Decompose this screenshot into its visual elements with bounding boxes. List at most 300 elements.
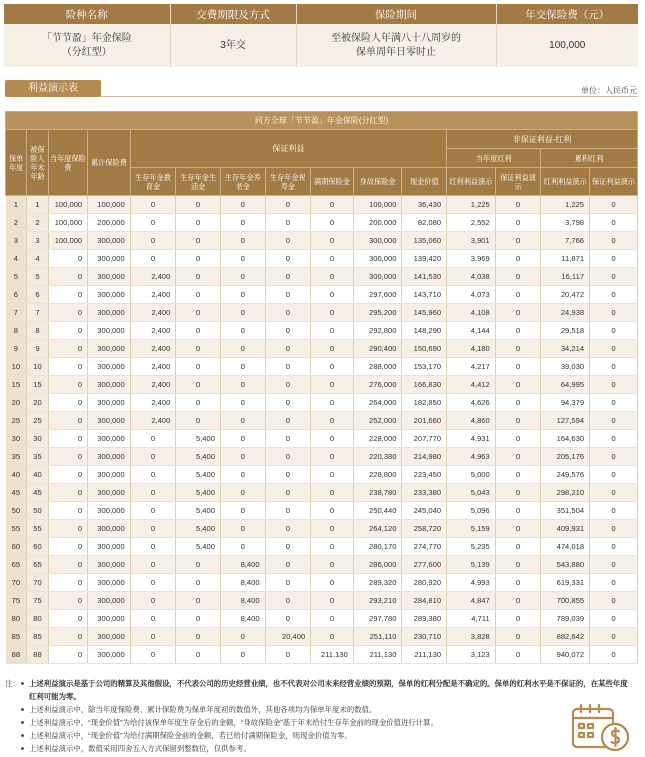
cell-cumulative-premium: 300,000 (88, 250, 131, 268)
cell-cumulative-dividend: 474,018 (541, 538, 590, 556)
cell-living: 5,400 (176, 538, 221, 556)
cell-longevity: 0 (265, 250, 311, 268)
cell-current-dividend: 4,963 (447, 448, 496, 466)
cell-cumulative-premium: 300,000 (88, 430, 131, 448)
cell-death-benefit: 200,000 (353, 214, 402, 232)
cell-cash-value: 153,170 (402, 358, 447, 376)
cell-education: 0 (130, 232, 176, 250)
cell-cumulative-guaranteed: 0 (590, 610, 638, 628)
cell-policy-year: 80 (6, 610, 27, 628)
cell-annual-premium: 0 (48, 466, 88, 484)
col-header-cash-value: 现金价值 (402, 168, 447, 196)
cell-insured-age: 75 (27, 592, 48, 610)
table-row (6, 376, 638, 394)
cell-longevity: 0 (265, 610, 311, 628)
table-row (6, 538, 638, 556)
cell-current-guaranteed: 0 (495, 196, 541, 214)
cell-policy-year: 60 (6, 538, 27, 556)
cell-longevity: 0 (265, 520, 311, 538)
cell-living: 0 (176, 574, 221, 592)
cell-education: 2,400 (130, 394, 176, 412)
cell-current-dividend: 5,235 (447, 538, 496, 556)
cell-policy-year: 4 (6, 250, 27, 268)
product-premium-cell: 100,000 (496, 24, 638, 67)
cell-pension: 0 (220, 232, 265, 250)
cell-longevity: 0 (265, 358, 311, 376)
cell-current-dividend: 4,180 (447, 340, 496, 358)
cell-cumulative-dividend: 24,938 (541, 304, 590, 322)
cell-insured-age: 50 (27, 502, 48, 520)
cell-policy-year: 1 (6, 196, 27, 214)
group-header-nonguaranteed: 非保证利益-红利 (447, 130, 638, 149)
cell-living: 0 (176, 214, 221, 232)
cell-cumulative-dividend: 543,880 (541, 556, 590, 574)
cell-cumulative-guaranteed: 0 (590, 430, 638, 448)
cell-insured-age: 65 (27, 556, 48, 574)
cell-cumulative-guaranteed: 0 (590, 358, 638, 376)
cell-longevity: 0 (265, 286, 311, 304)
cell-maturity: 0 (311, 574, 354, 592)
note-item: 上述利益演示中，“现金价值”为给付该保单年度生存金后的金额，“身故保险金”基于年末给付生存年金前的现金价值进行计算。 (21, 716, 561, 729)
cell-current-guaranteed: 0 (495, 628, 541, 646)
cell-insured-age: 8 (27, 322, 48, 340)
cell-annual-premium: 0 (48, 574, 88, 592)
cell-education: 2,400 (130, 358, 176, 376)
cell-cash-value: 135,060 (402, 232, 447, 250)
cell-cash-value: 166,830 (402, 376, 447, 394)
cell-longevity: 0 (265, 322, 311, 340)
table-row (6, 250, 638, 268)
table-row (6, 394, 638, 412)
table-row (6, 646, 638, 664)
cell-cash-value: 223,450 (402, 466, 447, 484)
cell-cumulative-premium: 300,000 (88, 574, 131, 592)
notes-list (5, 677, 635, 755)
cell-longevity: 0 (265, 430, 311, 448)
cell-annual-premium: 0 (48, 250, 88, 268)
cell-cash-value: 139,420 (402, 250, 447, 268)
cell-insured-age: 55 (27, 520, 48, 538)
col-header-cumulative-dividend: 红利利益演示 (541, 168, 590, 196)
cell-current-dividend: 2,552 (447, 214, 496, 232)
cell-current-guaranteed: 0 (495, 430, 541, 448)
cell-annual-premium: 0 (48, 646, 88, 664)
product-header-premium: 年交保险费（元） (496, 4, 638, 24)
cell-cumulative-guaranteed: 0 (590, 448, 638, 466)
cell-cumulative-premium: 300,000 (88, 268, 131, 286)
cell-death-benefit: 290,400 (353, 340, 402, 358)
col-header-current-dividend: 红利利益演示 (447, 168, 496, 196)
cell-pension: 0 (220, 394, 265, 412)
cell-insured-age: 80 (27, 610, 48, 628)
cell-cumulative-premium: 300,000 (88, 232, 131, 250)
cell-cumulative-dividend: 882,642 (541, 628, 590, 646)
cell-insured-age: 35 (27, 448, 48, 466)
note-item: 上述利益演示中，数值采用四舍五入方式保留到整数位，仅供参考。 (21, 742, 561, 755)
cell-annual-premium: 0 (48, 286, 88, 304)
cell-cash-value: 207,770 (402, 430, 447, 448)
cell-current-guaranteed: 0 (495, 646, 541, 664)
cell-cumulative-premium: 300,000 (88, 286, 131, 304)
cell-longevity: 0 (265, 556, 311, 574)
cell-living: 0 (176, 250, 221, 268)
cell-annual-premium: 0 (48, 484, 88, 502)
cell-cumulative-premium: 300,000 (88, 358, 131, 376)
cell-annual-premium: 0 (48, 322, 88, 340)
cell-insured-age: 45 (27, 484, 48, 502)
cell-cumulative-guaranteed: 0 (590, 412, 638, 430)
group-header-row (6, 130, 638, 149)
col-header-current-guaranteed: 保证利益演示 (495, 168, 541, 196)
cell-cumulative-premium: 300,000 (88, 304, 131, 322)
cell-death-benefit: 100,000 (353, 196, 402, 214)
cell-pension: 0 (220, 430, 265, 448)
cell-policy-year: 3 (6, 232, 27, 250)
cell-cumulative-premium: 200,000 (88, 214, 131, 232)
cell-annual-premium: 100,000 (48, 232, 88, 250)
cell-policy-year: 9 (6, 340, 27, 358)
cell-longevity: 0 (265, 214, 311, 232)
cell-current-dividend: 4,038 (447, 268, 496, 286)
cell-cash-value: 82,080 (402, 214, 447, 232)
table-row (6, 232, 638, 250)
cell-living: 5,400 (176, 466, 221, 484)
cell-insured-age: 30 (27, 430, 48, 448)
cell-cumulative-premium: 300,000 (88, 376, 131, 394)
cell-cumulative-dividend: 789,039 (541, 610, 590, 628)
cell-living: 0 (176, 304, 221, 322)
cell-living: 0 (176, 340, 221, 358)
cell-education: 0 (130, 610, 176, 628)
cell-death-benefit: 252,000 (353, 412, 402, 430)
cell-living: 0 (176, 322, 221, 340)
cell-longevity: 0 (265, 466, 311, 484)
cell-cumulative-dividend: 11,871 (541, 250, 590, 268)
cell-current-dividend: 4,217 (447, 358, 496, 376)
cell-cash-value: 150,690 (402, 340, 447, 358)
col-header-longevity: 生存年金祝寿金 (265, 168, 311, 196)
cell-cumulative-premium: 300,000 (88, 466, 131, 484)
cell-maturity: 0 (311, 322, 354, 340)
cell-pension: 0 (220, 520, 265, 538)
cell-current-guaranteed: 0 (495, 520, 541, 538)
cell-policy-year: 6 (6, 286, 27, 304)
cell-current-dividend: 4,412 (447, 376, 496, 394)
table-row (6, 304, 638, 322)
cell-cumulative-guaranteed: 0 (590, 502, 638, 520)
col-header-living: 生存年金生活金 (176, 168, 221, 196)
col-header-maturity: 满期保险金 (311, 168, 354, 196)
cell-cumulative-dividend: 3,798 (541, 214, 590, 232)
cell-pension: 0 (220, 286, 265, 304)
cell-maturity: 0 (311, 520, 354, 538)
cell-cumulative-dividend: 29,518 (541, 322, 590, 340)
cell-education: 0 (130, 484, 176, 502)
cell-pension: 8,400 (220, 610, 265, 628)
cell-pension: 0 (220, 214, 265, 232)
cell-education: 0 (130, 592, 176, 610)
cell-current-guaranteed: 0 (495, 268, 541, 286)
cell-current-dividend: 4,931 (447, 430, 496, 448)
cell-cumulative-dividend: 127,594 (541, 412, 590, 430)
cell-death-benefit: 300,000 (353, 250, 402, 268)
group-header-guaranteed: 保证利益 (130, 130, 446, 168)
product-summary-table (4, 4, 638, 67)
cell-pension: 0 (220, 448, 265, 466)
cell-pension: 0 (220, 646, 265, 664)
col-header-death-benefit: 身故保险金 (353, 168, 402, 196)
cell-education: 0 (130, 466, 176, 484)
cell-cumulative-guaranteed: 0 (590, 340, 638, 358)
col-header-cumulative-premium: 累计保险费 (88, 130, 131, 196)
table-row (6, 592, 638, 610)
cell-annual-premium: 0 (48, 502, 88, 520)
cell-maturity: 0 (311, 340, 354, 358)
product-header-row (4, 4, 638, 24)
cell-death-benefit: 220,380 (353, 448, 402, 466)
cell-current-guaranteed: 0 (495, 610, 541, 628)
cell-current-guaranteed: 0 (495, 376, 541, 394)
cell-policy-year: 65 (6, 556, 27, 574)
cell-pension: 0 (220, 628, 265, 646)
cell-current-guaranteed: 0 (495, 250, 541, 268)
cell-insured-age: 25 (27, 412, 48, 430)
cell-pension: 8,400 (220, 574, 265, 592)
cell-living: 0 (176, 628, 221, 646)
cell-maturity: 0 (311, 484, 354, 502)
cell-current-dividend: 4,847 (447, 592, 496, 610)
cell-insured-age: 70 (27, 574, 48, 592)
table-row (6, 502, 638, 520)
cell-pension: 0 (220, 502, 265, 520)
cell-current-guaranteed: 0 (495, 286, 541, 304)
cell-pension: 0 (220, 376, 265, 394)
cell-living: 0 (176, 358, 221, 376)
cell-annual-premium: 100,000 (48, 214, 88, 232)
cell-maturity: 0 (311, 304, 354, 322)
product-period-line1: 至被保险人年满八十八周岁的 (331, 32, 461, 44)
table-title-row (6, 112, 638, 130)
cell-policy-year: 88 (6, 646, 27, 664)
cell-pension: 0 (220, 340, 265, 358)
cell-cash-value: 280,920 (402, 574, 447, 592)
cell-education: 0 (130, 574, 176, 592)
cell-death-benefit: 300,000 (353, 268, 402, 286)
cell-cumulative-dividend: 34,214 (541, 340, 590, 358)
cell-pension: 0 (220, 358, 265, 376)
cell-cumulative-dividend: 64,995 (541, 376, 590, 394)
cell-maturity: 0 (311, 466, 354, 484)
cell-current-dividend: 4,108 (447, 304, 496, 322)
cell-current-dividend: 5,159 (447, 520, 496, 538)
cell-pension: 0 (220, 484, 265, 502)
cell-death-benefit: 297,600 (353, 286, 402, 304)
note-item: 上述利益演示中，“现金价值”为给付满期保险金前的金额，若已给付满期保险金，则现金价值为零。 (21, 729, 561, 742)
cell-cumulative-premium: 300,000 (88, 448, 131, 466)
cell-death-benefit: 297,780 (353, 610, 402, 628)
table-row (6, 340, 638, 358)
cell-maturity: 0 (311, 232, 354, 250)
cell-maturity: 0 (311, 430, 354, 448)
cell-insured-age: 7 (27, 304, 48, 322)
cell-policy-year: 8 (6, 322, 27, 340)
cell-longevity: 0 (265, 304, 311, 322)
cell-insured-age: 1 (27, 196, 48, 214)
cell-insured-age: 6 (27, 286, 48, 304)
cell-current-guaranteed: 0 (495, 232, 541, 250)
cell-current-guaranteed: 0 (495, 322, 541, 340)
cell-longevity: 20,400 (265, 628, 311, 646)
cell-education: 2,400 (130, 340, 176, 358)
cell-longevity: 0 (265, 340, 311, 358)
table-row (6, 520, 638, 538)
cell-current-guaranteed: 0 (495, 484, 541, 502)
cell-cumulative-guaranteed: 0 (590, 520, 638, 538)
cell-longevity: 0 (265, 538, 311, 556)
table-row (6, 268, 638, 286)
cell-living: 0 (176, 592, 221, 610)
cell-cumulative-dividend: 351,504 (541, 502, 590, 520)
table-title: 同方全球「节节盈」年金保险(分红型) (6, 112, 638, 130)
cell-current-dividend: 3,828 (447, 628, 496, 646)
cell-cumulative-guaranteed: 0 (590, 592, 638, 610)
cell-cash-value: 289,380 (402, 610, 447, 628)
cell-cash-value: 145,960 (402, 304, 447, 322)
cell-maturity: 0 (311, 268, 354, 286)
cell-current-guaranteed: 0 (495, 304, 541, 322)
cell-annual-premium: 0 (48, 268, 88, 286)
cell-living: 0 (176, 610, 221, 628)
cell-maturity: 0 (311, 628, 354, 646)
cell-cumulative-dividend: 298,210 (541, 484, 590, 502)
cell-insured-age: 5 (27, 268, 48, 286)
cell-pension: 0 (220, 196, 265, 214)
table-row (6, 466, 638, 484)
note-item: 上述利益演示中，除当年度保险费、累计保险费为保单年度初的数值外，其他各项均为保单年度末的数值。 (21, 703, 561, 716)
cell-cumulative-guaranteed: 0 (590, 394, 638, 412)
illustration-body (6, 196, 638, 664)
section-title: 利益演示表 (5, 80, 101, 97)
cell-cumulative-dividend: 164,630 (541, 430, 590, 448)
cell-policy-year: 7 (6, 304, 27, 322)
cell-cumulative-guaranteed: 0 (590, 304, 638, 322)
cell-cash-value: 258,720 (402, 520, 447, 538)
cell-current-dividend: 3,123 (447, 646, 496, 664)
cell-cash-value: 143,710 (402, 286, 447, 304)
cell-cash-value: 182,850 (402, 394, 447, 412)
cell-current-dividend: 4,626 (447, 394, 496, 412)
cell-cumulative-dividend: 20,472 (541, 286, 590, 304)
table-row (6, 628, 638, 646)
cell-pension: 8,400 (220, 592, 265, 610)
cell-cash-value: 277,600 (402, 556, 447, 574)
cell-cumulative-premium: 300,000 (88, 520, 131, 538)
product-header-payment: 交费期限及方式 (170, 4, 296, 24)
cell-cumulative-premium: 300,000 (88, 394, 131, 412)
cell-education: 0 (130, 538, 176, 556)
cell-longevity: 0 (265, 196, 311, 214)
table-row (6, 412, 638, 430)
cell-annual-premium: 0 (48, 412, 88, 430)
cell-maturity: 0 (311, 412, 354, 430)
cell-annual-premium: 100,000 (48, 196, 88, 214)
cell-current-guaranteed: 0 (495, 448, 541, 466)
calendar-dollar-icon (570, 703, 632, 753)
cell-insured-age: 4 (27, 250, 48, 268)
cell-death-benefit: 295,200 (353, 304, 402, 322)
table-row (6, 214, 638, 232)
cell-policy-year: 85 (6, 628, 27, 646)
cell-cumulative-premium: 300,000 (88, 646, 131, 664)
cell-cumulative-dividend: 205,176 (541, 448, 590, 466)
cell-insured-age: 60 (27, 538, 48, 556)
cell-education: 2,400 (130, 376, 176, 394)
cell-policy-year: 50 (6, 502, 27, 520)
cell-current-dividend: 5,096 (447, 502, 496, 520)
cell-insured-age: 20 (27, 394, 48, 412)
cell-education: 0 (130, 520, 176, 538)
cell-maturity: 0 (311, 556, 354, 574)
cell-policy-year: 5 (6, 268, 27, 286)
cell-longevity: 0 (265, 448, 311, 466)
cell-cash-value: 245,040 (402, 502, 447, 520)
cell-current-guaranteed: 0 (495, 538, 541, 556)
cell-current-dividend: 3,901 (447, 232, 496, 250)
cell-pension: 0 (220, 304, 265, 322)
cell-current-dividend: 4,993 (447, 574, 496, 592)
cell-longevity: 0 (265, 394, 311, 412)
product-header-period: 保险期间 (296, 4, 496, 24)
cell-policy-year: 45 (6, 484, 27, 502)
product-name-line1: 「节节盈」年金保险 (41, 32, 132, 44)
cell-maturity: 0 (311, 394, 354, 412)
cell-current-dividend: 4,144 (447, 322, 496, 340)
cell-cumulative-dividend: 619,331 (541, 574, 590, 592)
cell-cumulative-guaranteed: 0 (590, 574, 638, 592)
cell-cumulative-dividend: 1,225 (541, 196, 590, 214)
cell-current-dividend: 1,225 (447, 196, 496, 214)
cell-education: 2,400 (130, 412, 176, 430)
table-row (6, 286, 638, 304)
cell-death-benefit: 300,000 (353, 232, 402, 250)
cell-annual-premium: 0 (48, 628, 88, 646)
cell-death-benefit: 211,130 (353, 646, 402, 664)
cell-annual-premium: 0 (48, 358, 88, 376)
cell-cumulative-dividend: 249,576 (541, 466, 590, 484)
cell-policy-year: 35 (6, 448, 27, 466)
cell-cumulative-premium: 300,000 (88, 412, 131, 430)
subgroup-header-current: 当年度红利 (447, 149, 541, 168)
cell-cumulative-guaranteed: 0 (590, 232, 638, 250)
cell-current-guaranteed: 0 (495, 412, 541, 430)
cell-cash-value: 284,810 (402, 592, 447, 610)
cell-education: 0 (130, 430, 176, 448)
cell-pension: 0 (220, 412, 265, 430)
cell-annual-premium: 0 (48, 610, 88, 628)
cell-education: 0 (130, 214, 176, 232)
cell-cumulative-premium: 300,000 (88, 502, 131, 520)
cell-insured-age: 3 (27, 232, 48, 250)
cell-annual-premium: 0 (48, 592, 88, 610)
product-name-line2: （分红型） (61, 46, 112, 58)
cell-death-benefit: 251,110 (353, 628, 402, 646)
cell-cash-value: 211,130 (402, 646, 447, 664)
cell-cumulative-guaranteed: 0 (590, 628, 638, 646)
cell-maturity: 0 (311, 286, 354, 304)
cell-education: 0 (130, 556, 176, 574)
cell-policy-year: 30 (6, 430, 27, 448)
cell-education: 2,400 (130, 286, 176, 304)
